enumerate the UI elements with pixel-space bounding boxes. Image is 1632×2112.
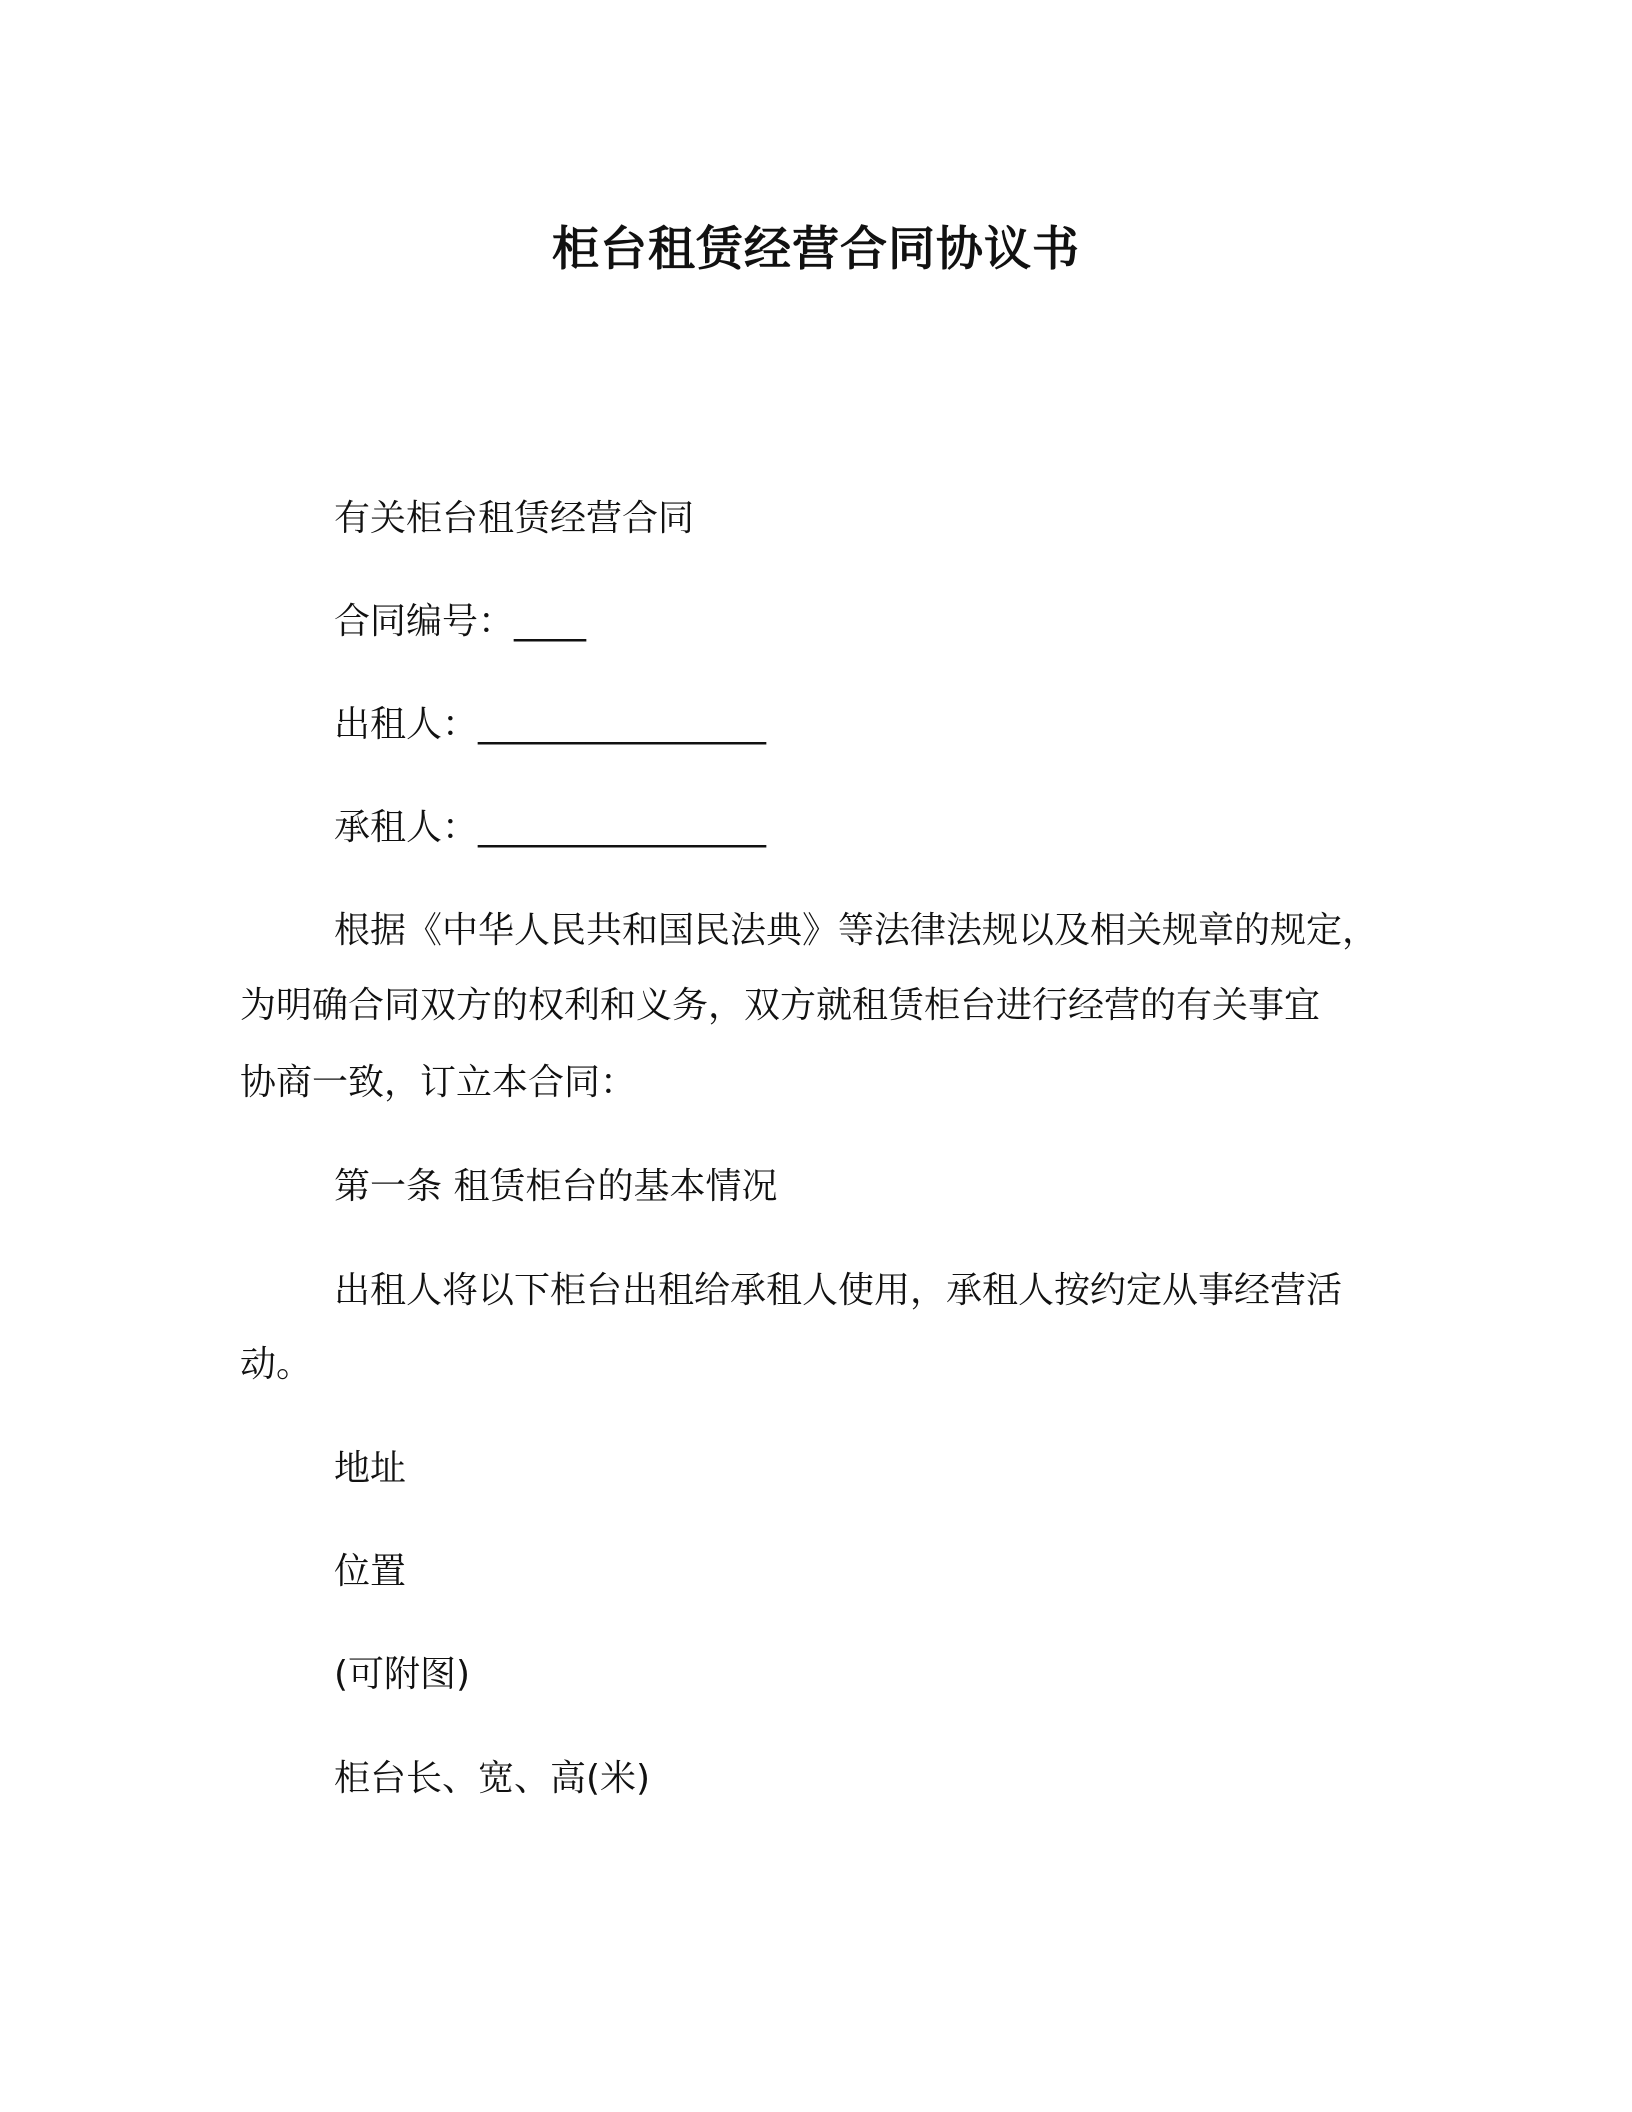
lessor-line: 出租人：________________ <box>334 704 767 745</box>
field-attachment: (可附图) <box>334 1654 471 1695</box>
field-dimensions: 柜台长、宽、高(米) <box>334 1758 651 1799</box>
field-address: 地址 <box>334 1448 407 1489</box>
preamble-line-2: 为明确合同双方的权利和义务，双方就租赁柜台进行经营的有关事宜 <box>240 985 1321 1026</box>
field-location: 位置 <box>334 1551 407 1592</box>
subtitle: 有关柜台租赁经营合同 <box>334 498 695 539</box>
lessee-line: 承租人：________________ <box>334 807 767 848</box>
article-1-text-line-2: 动。 <box>240 1344 313 1385</box>
preamble-line-3: 协商一致，订立本合同： <box>240 1062 637 1103</box>
contract-number: 合同编号：____ <box>334 601 587 642</box>
preamble-line-1: 根据《中华人民共和国民法典》等法律法规以及相关规章的规定， <box>334 910 1379 951</box>
article-1-text-line-1: 出租人将以下柜台出租给承租人使用，承租人按约定从事经营活 <box>334 1270 1343 1311</box>
document-title: 柜台租赁经营合同协议书 <box>552 222 1080 277</box>
article-1-heading: 第一条 租赁柜台的基本情况 <box>334 1166 778 1207</box>
